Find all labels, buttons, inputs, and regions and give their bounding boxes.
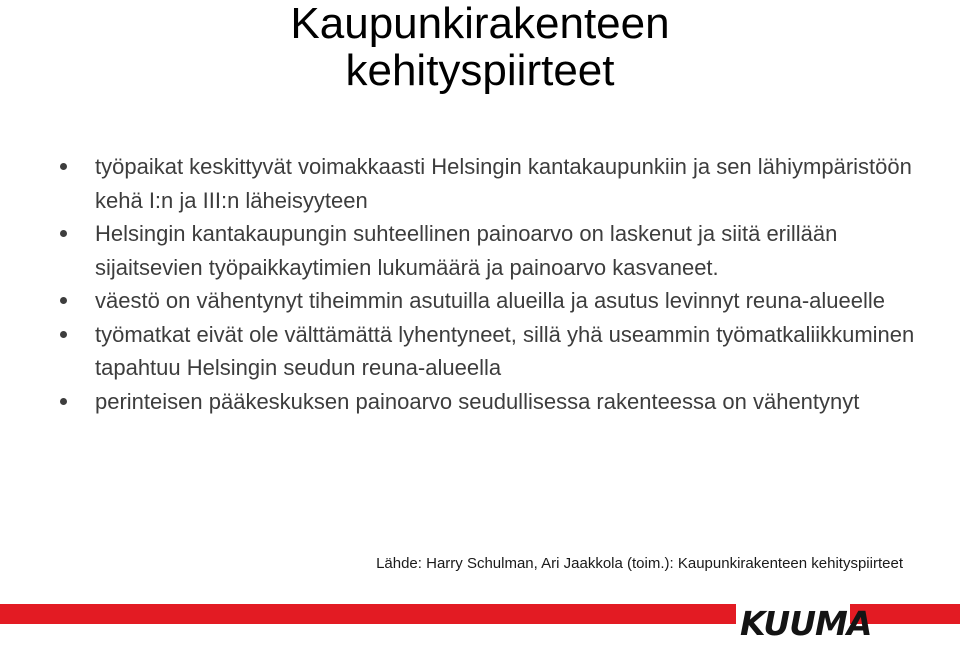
bullet-list <box>58 150 918 418</box>
slide-title <box>80 0 880 94</box>
bullet-item: työmatkat eivät ole välttämättä lyhentyneet, sillä yhä useammin työmatkaliikkuminen tapahtuu Helsingin seudun reuna-alueella <box>58 318 918 385</box>
bullet-item: väestö on vähentynyt tiheimmin asutuilla alueilla ja asutus levinnyt reuna-alueelle <box>58 284 918 318</box>
bullet-item: Helsingin kantakaupungin suhteellinen painoarvo on laskenut ja siitä erillään sijaitsevien työpaikkaytimien lukumäärä ja painoarvo kasvaneet. <box>58 217 918 284</box>
slide-title-line-2: kehityspiirteet <box>345 46 615 95</box>
bullet-item: perinteisen pääkeskuksen painoarvo seudullisessa rakenteessa on vähentynyt <box>58 385 918 419</box>
logo-text: KUUMA <box>740 604 872 643</box>
bullet-item: työpaikat keskittyvät voimakkaasti Helsingin kantakaupunkiin ja sen lähiympäristöön kehä I:n ja III:n läheisyyteen <box>58 150 918 217</box>
kuuma-logo <box>736 600 872 648</box>
slide-title-line-1: Kaupunkirakenteen <box>290 0 670 48</box>
source-citation: Lähde: Harry Schulman, Ari Jaakkola (toim.): Kaupunkirakenteen kehityspiirteet <box>376 555 903 572</box>
